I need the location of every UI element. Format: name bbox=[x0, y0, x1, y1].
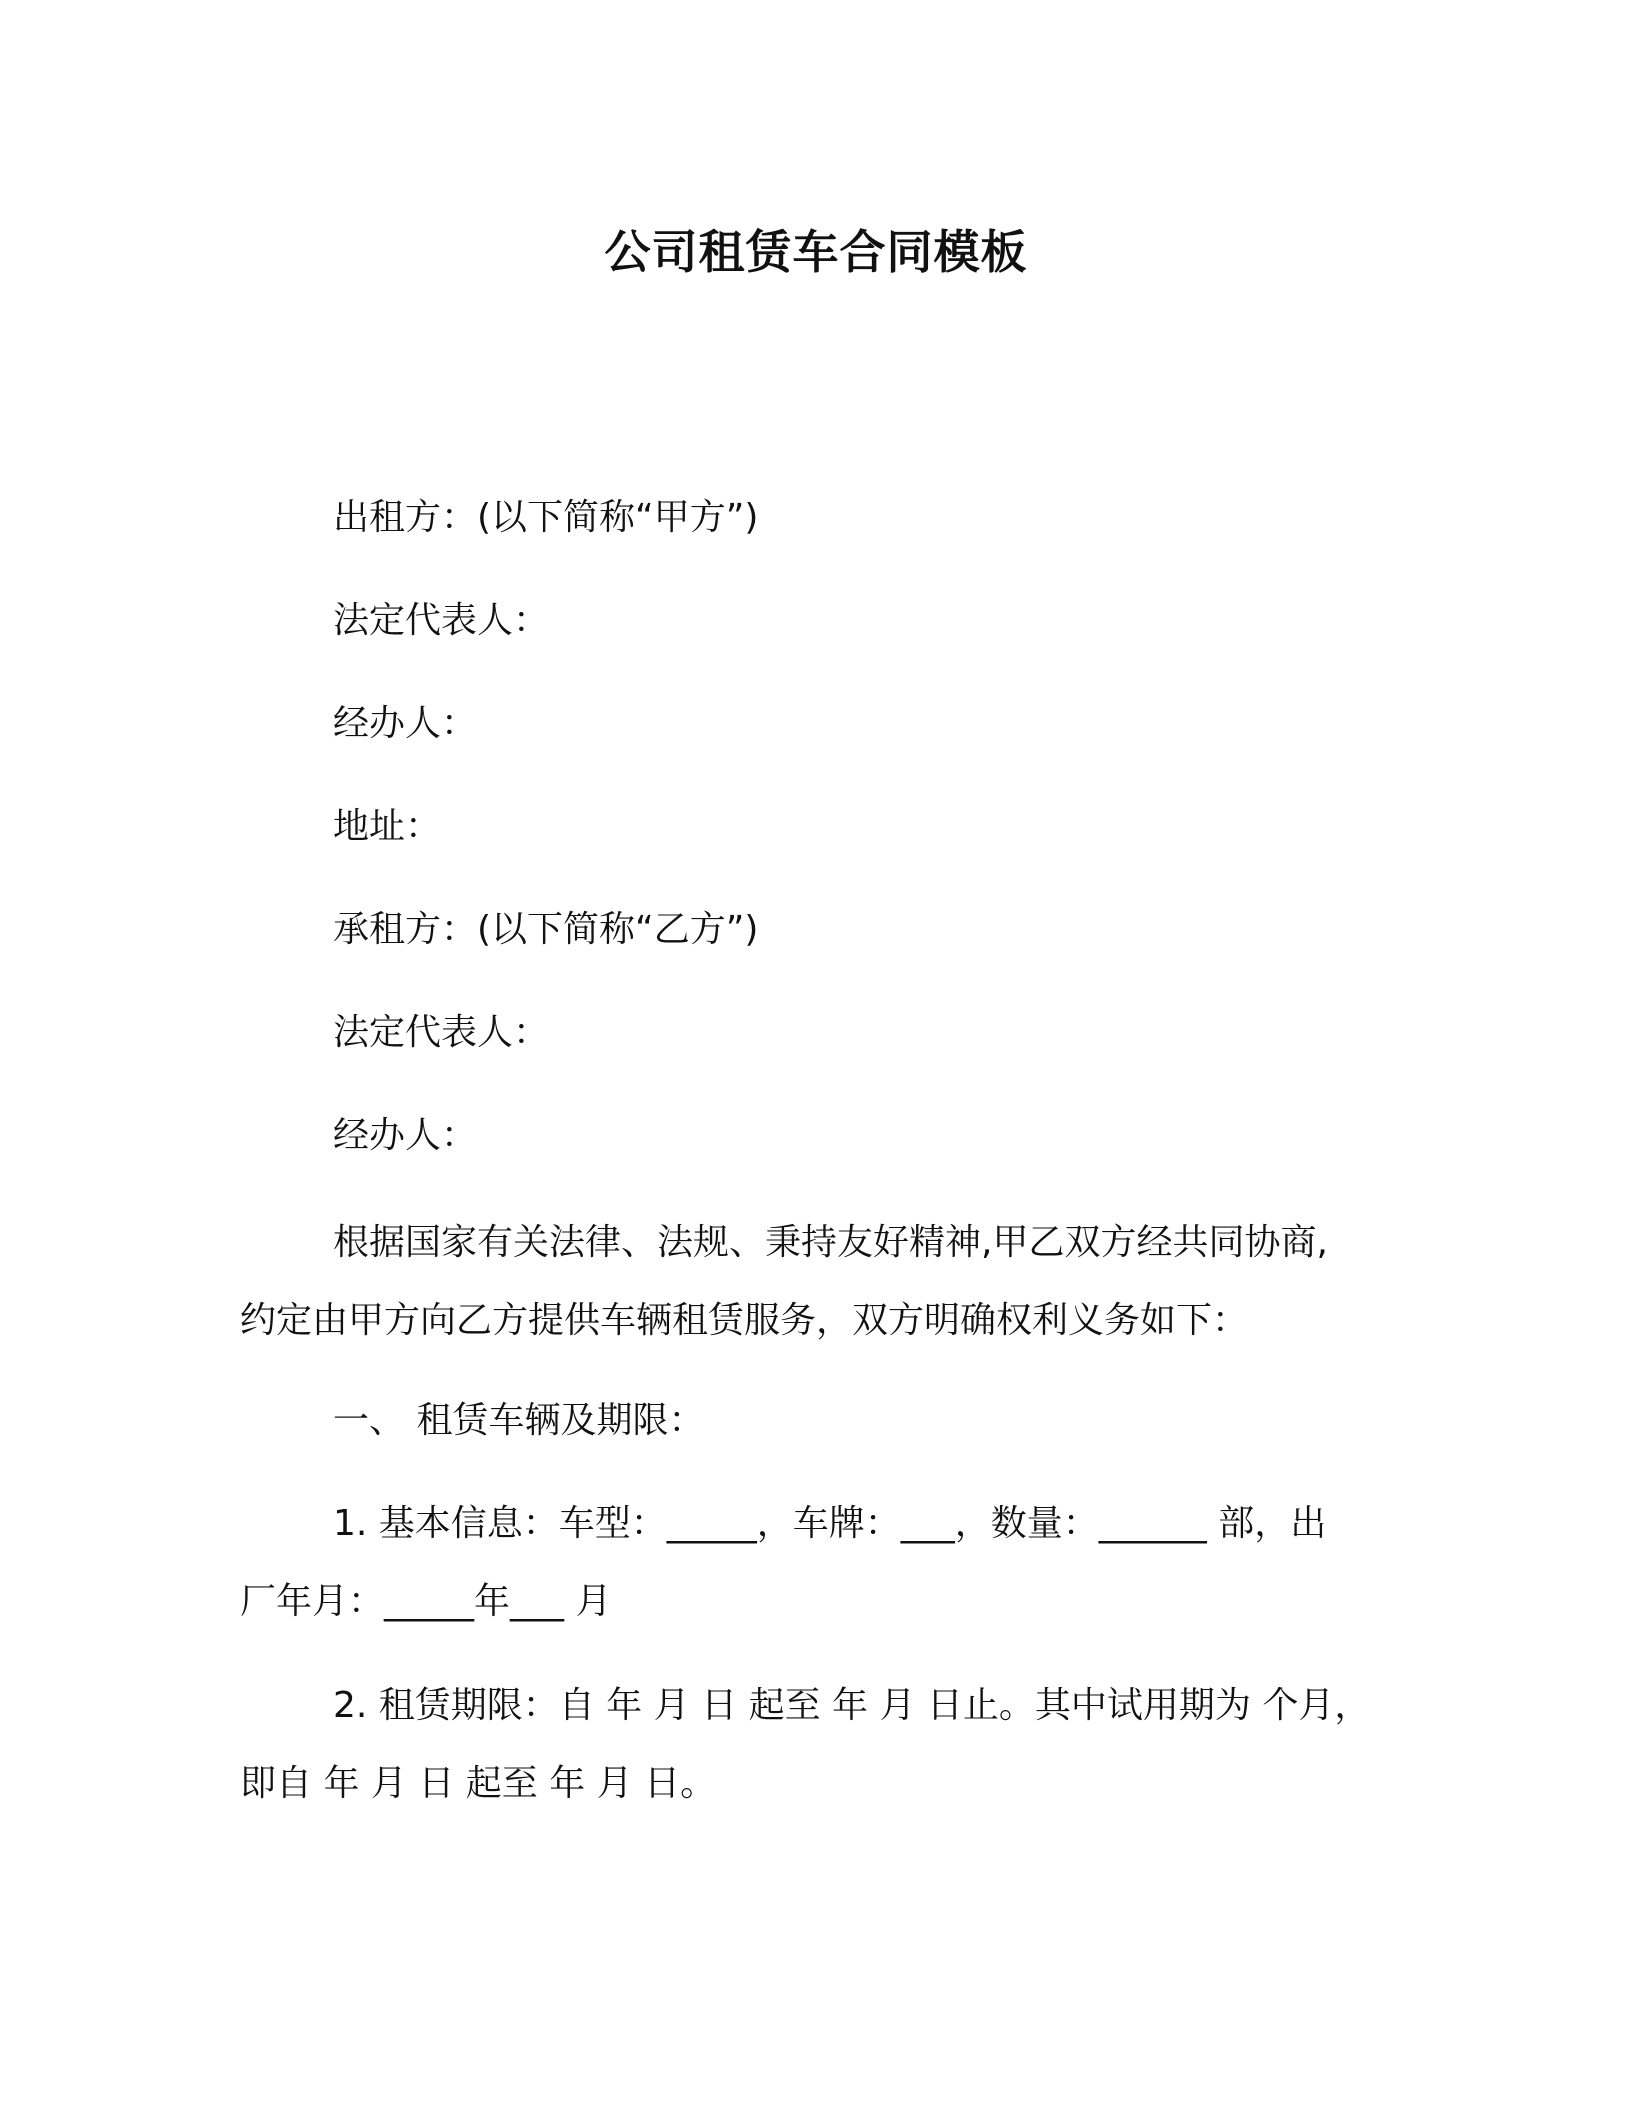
intro-line-1: 根据国家有关法律、法规、秉持友好精神,甲乙双方经共同协商, bbox=[333, 1222, 1328, 1263]
lessor-address-line: 地址： bbox=[333, 806, 442, 847]
lessee-agent-line: 经办人： bbox=[333, 1115, 478, 1156]
intro-paragraph bbox=[240, 1204, 1380, 1360]
lessee-line: 承租方：(以下简称“乙方”) bbox=[333, 909, 759, 950]
item-1-paragraph bbox=[240, 1485, 1380, 1641]
item-2-line-1: 2. 租赁期限：自 年 月 日 起至 年 月 日止。其中试用期为 个月， bbox=[333, 1685, 1371, 1726]
lessor-line: 出租方：(以下简称“甲方”) bbox=[333, 497, 759, 538]
lessor-representative-line: 法定代表人： bbox=[333, 600, 550, 641]
item-1-line-2: 厂年月：_____年___ 月 bbox=[240, 1581, 612, 1622]
item-2-paragraph bbox=[240, 1667, 1380, 1823]
lessor-agent-line: 经办人： bbox=[333, 703, 478, 744]
lessee-representative-line: 法定代表人： bbox=[333, 1012, 550, 1053]
intro-line-2: 约定由甲方向乙方提供车辆租赁服务，双方明确权利义务如下： bbox=[240, 1300, 1249, 1341]
item-2-line-2: 即自 年 月 日 起至 年 月 日。 bbox=[240, 1763, 717, 1804]
item-1-line-1: 1. 基本信息：车型：_____，车牌：___，数量：______ 部，出 bbox=[333, 1503, 1327, 1544]
document-title: 公司租赁车合同模板 bbox=[604, 225, 1028, 279]
section-1-heading: 一、 租赁车辆及期限： bbox=[333, 1400, 705, 1441]
